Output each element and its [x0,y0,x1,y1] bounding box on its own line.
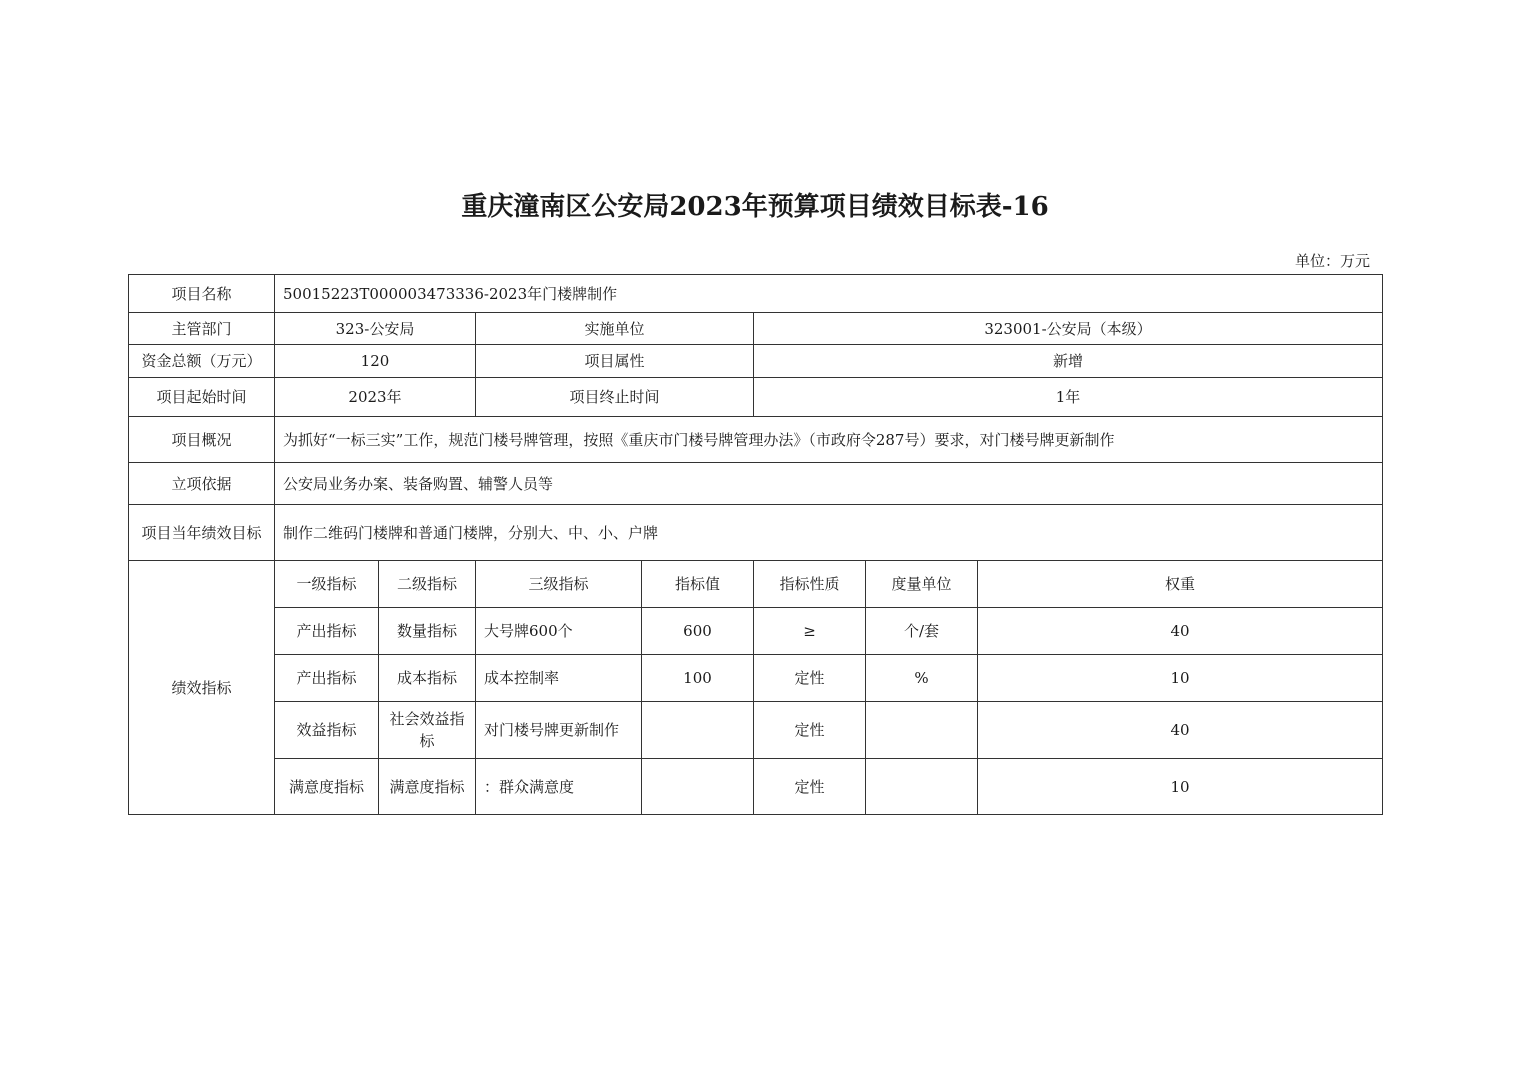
level1-cell: 产出指标 [275,608,379,655]
unit-label: 单位：万元 [1294,252,1370,270]
dept-label: 主管部门 [129,313,275,345]
weight-cell: 40 [978,702,1383,759]
table-row [129,378,1383,417]
nature-cell: 定性 [754,655,866,702]
level3-cell: 成本控制率 [476,655,642,702]
value-cell: 600 [642,608,754,655]
header-cell: 度量单位 [866,561,978,608]
level3-cell: 对门楼号牌更新制作 [476,702,642,759]
weight-cell: 10 [978,759,1383,815]
project-name-value: 50015223T000003473336-2023年门楼牌制作 [275,275,1383,313]
header-cell: 指标值 [642,561,754,608]
impl-value: 323001-公安局（本级） [754,313,1383,345]
level1-cell: 产出指标 [275,655,379,702]
basis-value: 公安局业务办案、装备购置、辅警人员等 [275,463,1383,505]
level1-cell: 效益指标 [275,702,379,759]
nature-cell: 定性 [754,702,866,759]
value-cell [642,702,754,759]
start-label: 项目起始时间 [129,378,275,417]
indicator-section-label: 绩效指标 [129,561,275,815]
table-row [129,345,1383,378]
level2-cell: 数量指标 [379,608,476,655]
overview-label: 项目概况 [129,417,275,463]
goal-label: 项目当年绩效目标 [129,505,275,561]
header-cell: 指标性质 [754,561,866,608]
unit-cell: 个/套 [866,608,978,655]
level2-cell: 社会效益指标 [379,702,476,759]
performance-table [128,274,1383,815]
level3-cell: 大号牌600个 [476,608,642,655]
basis-label: 立项依据 [129,463,275,505]
page-title: 重庆潼南区公安局2023年预算项目绩效目标表-16 [461,192,1049,222]
level2-cell: 满意度指标 [379,759,476,815]
start-value: 2023年 [275,378,476,417]
weight-cell: 10 [978,655,1383,702]
end-label: 项目终止时间 [476,378,754,417]
attr-value: 新增 [754,345,1383,378]
table-row [129,463,1383,505]
unit-cell: % [866,655,978,702]
weight-cell: 40 [978,608,1383,655]
level3-cell: ：群众满意度 [476,759,642,815]
table-row [129,417,1383,463]
header-cell: 一级指标 [275,561,379,608]
unit-cell [866,759,978,815]
table-row [129,275,1383,313]
unit-cell [866,702,978,759]
value-cell [642,759,754,815]
fund-value: 120 [275,345,476,378]
attr-label: 项目属性 [476,345,754,378]
project-name-label: 项目名称 [129,275,275,313]
table-row [129,505,1383,561]
value-cell: 100 [642,655,754,702]
level2-cell: 成本指标 [379,655,476,702]
header-cell: 二级指标 [379,561,476,608]
indicator-row [129,759,1383,815]
indicator-row [129,655,1383,702]
dept-value: 323-公安局 [275,313,476,345]
end-value: 1年 [754,378,1383,417]
nature-cell: ≥ [754,608,866,655]
table-row [129,313,1383,345]
impl-label: 实施单位 [476,313,754,345]
header-cell: 三级指标 [476,561,642,608]
goal-value: 制作二维码门楼牌和普通门楼牌，分别大、中、小、户牌 [275,505,1383,561]
nature-cell: 定性 [754,759,866,815]
overview-value: 为抓好“一标三实”工作，规范门楼号牌管理，按照《重庆市门楼号牌管理办法》（市政府令287号）要求，对门楼号牌更新制作 [275,417,1383,463]
header-cell: 权重 [978,561,1383,608]
fund-label: 资金总额（万元） [129,345,275,378]
indicator-header-row [129,561,1383,608]
indicator-row [129,608,1383,655]
level1-cell: 满意度指标 [275,759,379,815]
indicator-row [129,702,1383,759]
